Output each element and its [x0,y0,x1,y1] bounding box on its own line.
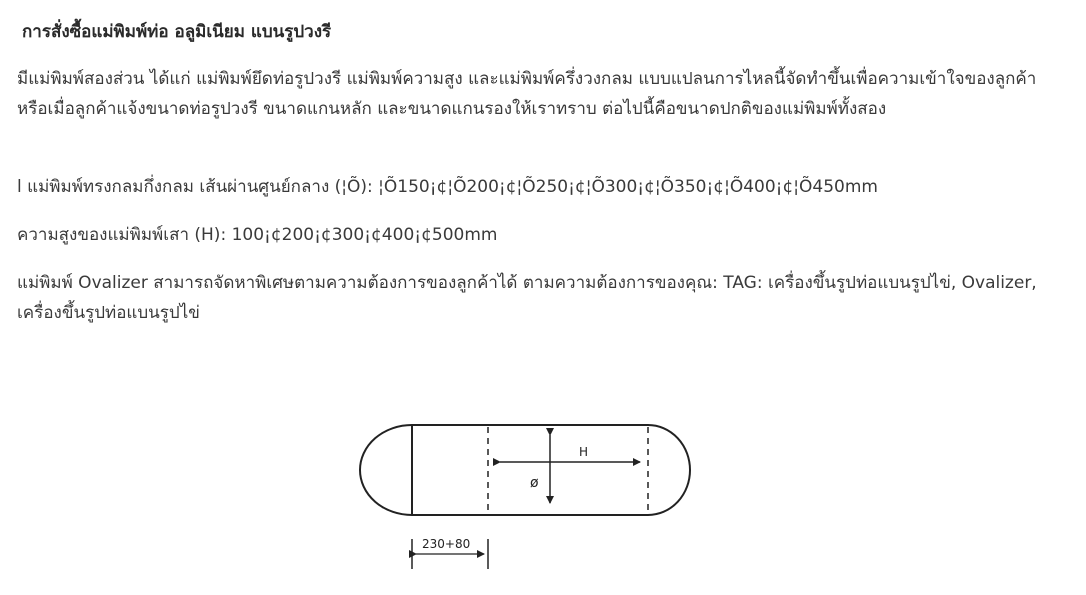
intro-paragraph: มีแม่พิมพ์สองส่วน ได้แก่ แม่พิมพ์ยึดท่อรูปวงรี แม่พิมพ์ความสูง และแม่พิมพ์ครึ่งวงกลม แบบแปลนการไหลนี้จัดทำขึ้นเพื่อความเข้าใจของลูกค้า หรือเมื่อลูกค้าแจ้งขนาดท่อรูปวงรี ขนาดแกนหลัก และขนาดแกนรองให้เราทราบ ต่อไปนี้คือขนาดปกติของแม่พิมพ์ทั้งสอง [17,69,1037,119]
page-title: การสั่งซื้อแม่พิมพ์ท่อ อลูมิเนียม แบนรูปวงรี [22,22,332,42]
mold-diagram [350,415,710,580]
length-label: 230+80 [422,537,471,551]
diameter-label: ø [530,475,539,491]
diameter-spec-paragraph: l แม่พิมพ์ทรงกลมกึ่งกลม เส้นผ่านศูนย์กลาง (¦Õ): ¦Õ150¡¢¦Õ200¡¢¦Õ250¡¢¦Õ300¡¢¦Õ350¡¢¦Õ400¡¢¦Õ450mm [17,177,878,197]
height-spec-paragraph: ความสูงของแม่พิมพ์เสา (H): 100¡¢200¡¢300¡¢400¡¢500mm [17,225,498,245]
ovalizer-tag-paragraph: แม่พิมพ์ Ovalizer สามารถจัดหาพิเศษตามความต้องการของลูกค้าได้ ตามความต้องการของคุณ: TAG: เครื่องขึ้นรูปท่อแบนรูปไข่, Ovalizer, เครื่องขึ้นรูปท่อแบนรูปไข่ [17,273,1037,323]
mold-outline [360,425,690,515]
height-label: H [579,445,589,459]
